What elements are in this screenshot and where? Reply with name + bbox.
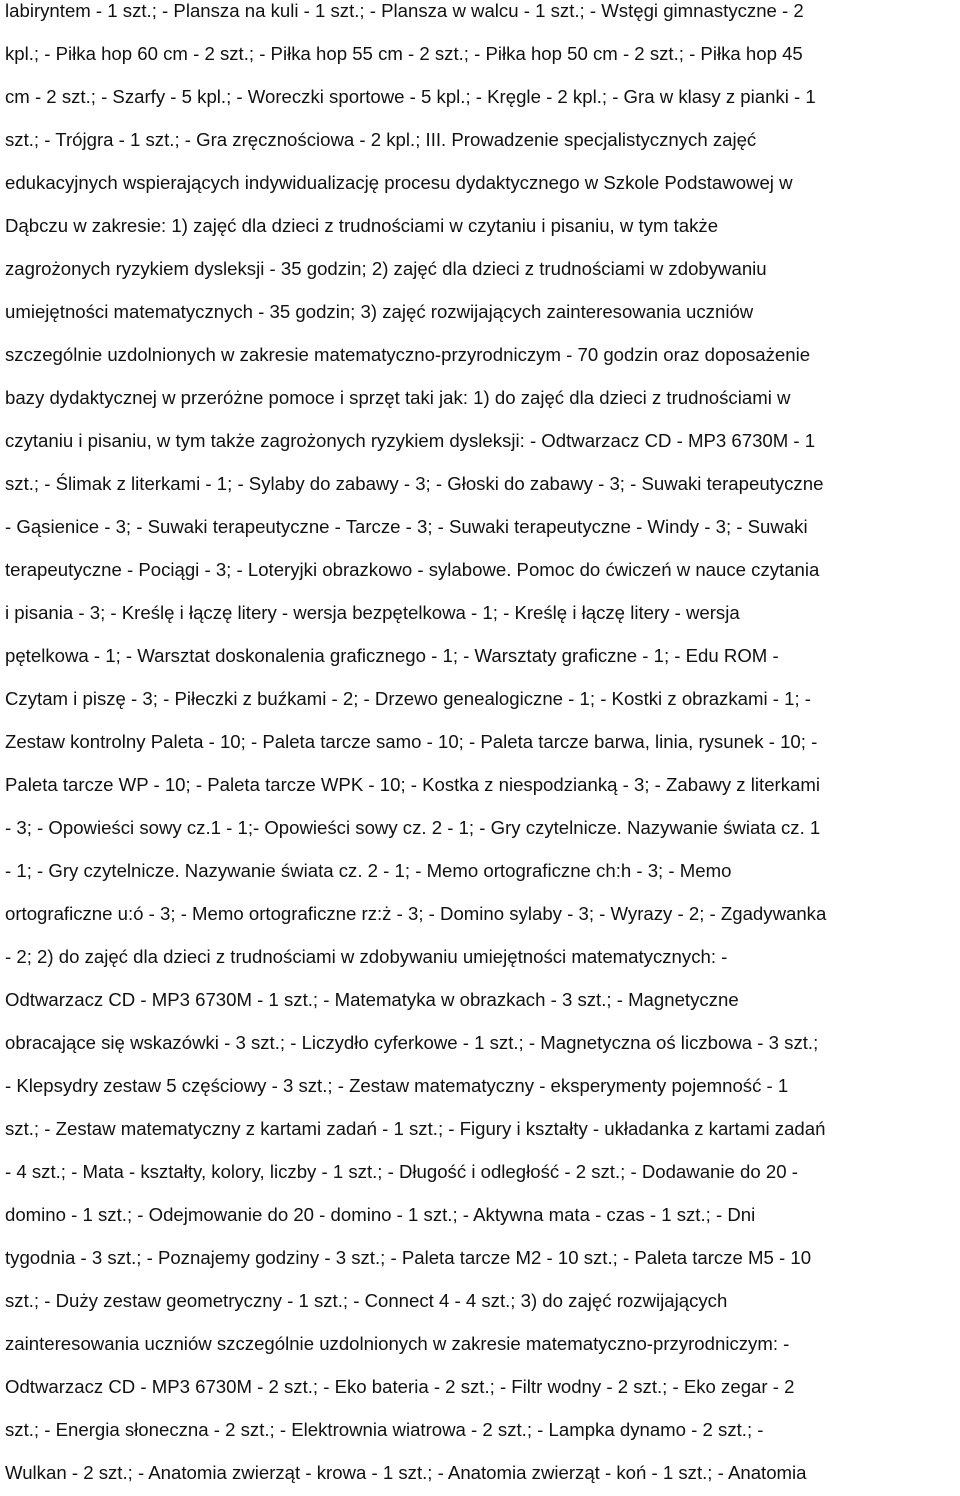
text-line: szt.; - Trójgra - 1 szt.; - Gra zręcznościowa - 2 kpl.; III. Prowadzenie specjalistycznych zajęć [5, 129, 757, 150]
text-line: czytaniu i pisaniu, w tym także zagrożonych ryzykiem dysleksji: - Odtwarzacz CD - MP3 6730M - 1 [5, 430, 816, 451]
text-line: szt.; - Ślimak z literkami - 1; - Sylaby do zabawy - 3; - Głoski do zabawy - 3; - Suwaki terapeutyczne [5, 473, 824, 494]
text-line: Dąbczu w zakresie: 1) zajęć dla dzieci z trudnościami w czytaniu i pisaniu, w tym także [5, 215, 719, 236]
text-line: - Klepsydry zestaw 5 częściowy - 3 szt.; - Zestaw matematyczny - eksperymenty pojemność - 1 [5, 1075, 789, 1096]
text-line: obracające się wskazówki - 3 szt.; - Liczydło cyferkowe - 1 szt.; - Magnetyczna oś liczbowa - 3 szt.; [5, 1032, 819, 1053]
text-line: - 3; - Opowieści sowy cz.1 - 1;- Opowieści sowy cz. 2 - 1; - Gry czytelnicze. Nazywanie świata cz. 1 [5, 817, 821, 838]
text-line: ortograficzne u:ó - 3; - Memo ortograficzne rz:ż - 3; - Domino sylaby - 3; - Wyrazy - 2; - Zgadywanka [5, 903, 827, 924]
text-line: domino - 1 szt.; - Odejmowanie do 20 - domino - 1 szt.; - Aktywna mata - czas - 1 szt.; - Dni [5, 1204, 756, 1225]
text-line: szt.; - Zestaw matematyczny z kartami zadań - 1 szt.; - Figury i kształty - układanka z kartami zadań [5, 1118, 826, 1139]
text-line: - 1; - Gry czytelnicze. Nazywanie świata cz. 2 - 1; - Memo ortograficzne ch:h - 3; - Memo [5, 860, 732, 881]
text-line: szt.; - Energia słoneczna - 2 szt.; - Elektrownia wiatrowa - 2 szt.; - Lampka dynamo - 2 szt.; - [5, 1419, 764, 1440]
text-line: labiryntem - 1 szt.; - Plansza na kuli - 1 szt.; - Plansza w walcu - 1 szt.; - Wstęgi gimnastyczne - 2 [5, 0, 804, 21]
text-line: szt.; - Duży zestaw geometryczny - 1 szt.; - Connect 4 - 4 szt.; 3) do zajęć rozwijających [5, 1290, 728, 1311]
text-line: cm - 2 szt.; - Szarfy - 5 kpl.; - Woreczki sportowe - 5 kpl.; - Kręgle - 2 kpl.; - Gra w klasy z pianki - 1 [5, 86, 816, 107]
text-line: Odtwarzacz CD - MP3 6730M - 2 szt.; - Eko bateria - 2 szt.; - Filtr wodny - 2 szt.; - Eko zegar - 2 [5, 1376, 795, 1397]
text-line: Wulkan - 2 szt.; - Anatomia zwierząt - krowa - 1 szt.; - Anatomia zwierząt - koń - 1 szt.; - Anatomia [5, 1462, 807, 1483]
text-line: pętelkowa - 1; - Warsztat doskonalenia graficznego - 1; - Warsztaty graficzne - 1; - Edu ROM - [5, 645, 779, 666]
text-line: tygodnia - 3 szt.; - Poznajemy godziny - 3 szt.; - Paleta tarcze M2 - 10 szt.; - Paleta tarcze M5 - 10 [5, 1247, 812, 1268]
text-line: - 4 szt.; - Mata - kształty, kolory, liczby - 1 szt.; - Długość i odległość - 2 szt.; - Dodawanie do 20 - [5, 1161, 798, 1182]
text-line: Czytam i piszę - 3; - Piłeczki z buźkami - 2; - Drzewo genealogiczne - 1; - Kostki z obrazkami - 1; - [5, 688, 811, 709]
text-line: zainteresowania uczniów szczególnie uzdolnionych w zakresie matematyczno-przyrodniczym: - [5, 1333, 790, 1354]
text-line: Odtwarzacz CD - MP3 6730M - 1 szt.; - Matematyka w obrazkach - 3 szt.; - Magnetyczne [5, 989, 739, 1010]
text-line: edukacyjnych wspierających indywidualizację procesu dydaktycznego w Szkole Podstawowej w [5, 172, 793, 193]
text-line: kpl.; - Piłka hop 60 cm - 2 szt.; - Piłka hop 55 cm - 2 szt.; - Piłka hop 50 cm - 2 szt.; - Piłka hop 45 [5, 43, 803, 64]
text-line: - 2; 2) do zajęć dla dzieci z trudnościami w zdobywaniu umiejętności matematycznych: - [5, 946, 728, 967]
text-line: Zestaw kontrolny Paleta - 10; - Paleta tarcze samo - 10; - Paleta tarcze barwa, linia, rysunek - 10; - [5, 731, 818, 752]
text-line: zagrożonych ryzykiem dysleksji - 35 godzin; 2) zajęć dla dzieci z trudnościami w zdobywaniu [5, 258, 767, 279]
text-line: szczególnie uzdolnionych w zakresie matematyczno-przyrodniczym - 70 godzin oraz doposażenie [5, 344, 811, 365]
text-line: i pisania - 3; - Kreślę i łączę litery - wersja bezpętelkowa - 1; - Kreślę i łączę litery - wersja [5, 602, 740, 623]
text-line: - Gąsienice - 3; - Suwaki terapeutyczne - Tarcze - 3; - Suwaki terapeutyczne - Windy - 3; - Suwaki [5, 516, 808, 537]
text-line: bazy dydaktycznej w przeróżne pomoce i sprzęt taki jak: 1) do zajęć dla dzieci z trudnościami w [5, 387, 791, 408]
text-line: Paleta tarcze WP - 10; - Paleta tarcze WPK - 10; - Kostka z niespodzianką - 3; - Zabawy z literkami [5, 774, 820, 795]
text-line: terapeutyczne - Pociągi - 3; - Loteryjki obrazkowo - sylabowe. Pomoc do ćwiczeń w nauce czytania [5, 559, 820, 580]
text-line: umiejętności matematycznych - 35 godzin; 3) zajęć rozwijających zainteresowania uczniów [5, 301, 754, 322]
